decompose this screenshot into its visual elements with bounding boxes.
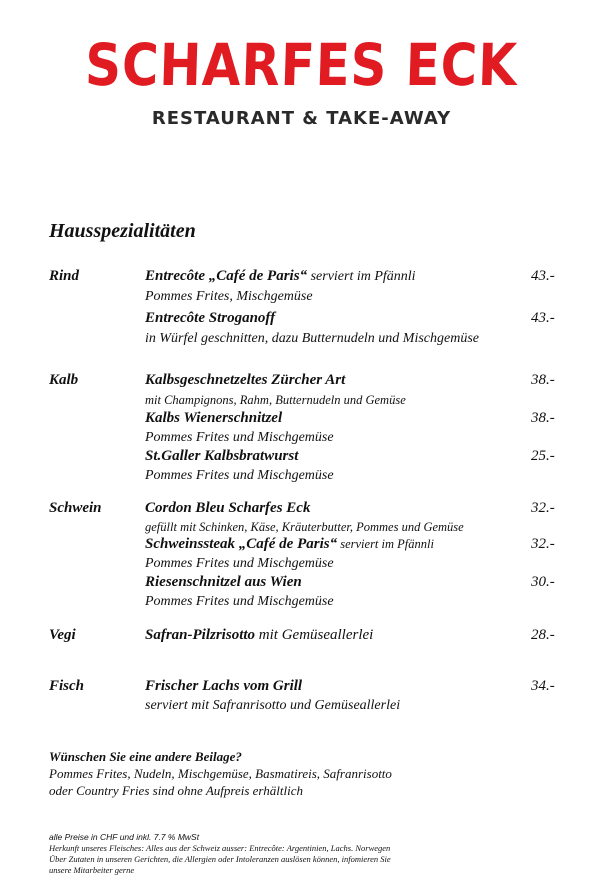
- dish-description: mit Champignons, Rahm, Butternudeln und Gemüse: [145, 393, 406, 407]
- dish-price: 30.-: [531, 574, 555, 590]
- category-vegi: Vegi: [49, 627, 76, 643]
- price-note: alle Preise in CHF und inkl. 7.7 % MwSt: [49, 832, 200, 842]
- dish-price: 38.-: [531, 372, 555, 388]
- category-rind: Rind: [49, 268, 80, 284]
- allergy-note: Über Zutaten in unseren Gerichten, die Allergien oder Intoleranzen auslösen können, infomieren Sie: [49, 854, 391, 864]
- footer-notes: [49, 832, 391, 876]
- dish-description: gefüllt mit Schinken, Käse, Kräuterbutter, Pommes und Gemüse: [145, 520, 464, 534]
- dish-name: Entrecôte „Café de Paris“ serviert im Pfännli: [145, 268, 416, 284]
- dish-price: 34.-: [531, 678, 555, 694]
- dish-price: 32.-: [531, 500, 555, 516]
- origin-note: Herkunft unseres Fleisches: Alles aus der Schweiz ausser: Entrecôte: Argentinien, Lachs. Norwegen: [49, 843, 391, 853]
- dish-price: 43.-: [531, 310, 555, 326]
- side-dish-question: Wünschen Sie eine andere Beilage?: [49, 749, 242, 764]
- restaurant-logo: [0, 30, 603, 129]
- section-title: Hausspezialitäten: [49, 220, 196, 242]
- category-schwein: Schwein: [49, 500, 102, 516]
- logo-subtitle: RESTAURANT & TAKE-AWAY: [151, 108, 452, 129]
- dish-description: Pommes Frites und Mischgemüse: [145, 594, 334, 609]
- logo-title: SCHARFES ECK: [84, 31, 519, 99]
- dish-price: 28.-: [531, 627, 555, 643]
- side-dish-line: Pommes Frites, Nudeln, Mischgemüse, Basmatireis, Safranrisotto: [49, 766, 392, 781]
- side-dish-line: oder Country Fries sind ohne Aufpreis erhältlich: [49, 783, 303, 798]
- dish-name: Kalbsgeschnetzeltes Zürcher Art: [145, 372, 346, 388]
- allergy-note: unsere Mitarbeiter gerne: [49, 865, 135, 875]
- dish-price: 38.-: [531, 410, 555, 426]
- dish-description: Pommes Frites und Mischgemüse: [145, 468, 334, 483]
- dish-name: St.Galler Kalbsbratwurst: [145, 448, 299, 464]
- category-fisch: Fisch: [49, 678, 85, 694]
- dish-name: Riesenschnitzel aus Wien: [145, 574, 302, 590]
- dish-name: Kalbs Wienerschnitzel: [145, 410, 283, 426]
- dish-name: Entrecôte Stroganoff: [145, 310, 276, 326]
- side-dish-note: [49, 748, 392, 799]
- dish-description: Pommes Frites und Mischgemüse: [145, 430, 334, 445]
- dish-description: in Würfel geschnitten, dazu Butternudeln und Mischgemüse: [145, 331, 479, 346]
- dish-name: Schweinssteak „Café de Paris“ serviert im Pfännli: [145, 536, 434, 552]
- dish-description: Pommes Frites, Mischgemüse: [145, 289, 313, 304]
- category-kalb: Kalb: [49, 372, 79, 388]
- dish-description: serviert mit Safranrisotto und Gemüseallerlei: [145, 698, 401, 713]
- dish-name: Cordon Bleu Scharfes Eck: [145, 500, 311, 516]
- dish-description: Pommes Frites und Mischgemüse: [145, 556, 334, 571]
- dish-name: Safran-Pilzrisotto mit Gemüseallerlei: [145, 627, 374, 643]
- dish-price: 25.-: [531, 448, 555, 464]
- dish-name: Frischer Lachs vom Grill: [145, 678, 303, 694]
- dish-price: 32.-: [531, 536, 555, 552]
- dish-price: 43.-: [531, 268, 555, 284]
